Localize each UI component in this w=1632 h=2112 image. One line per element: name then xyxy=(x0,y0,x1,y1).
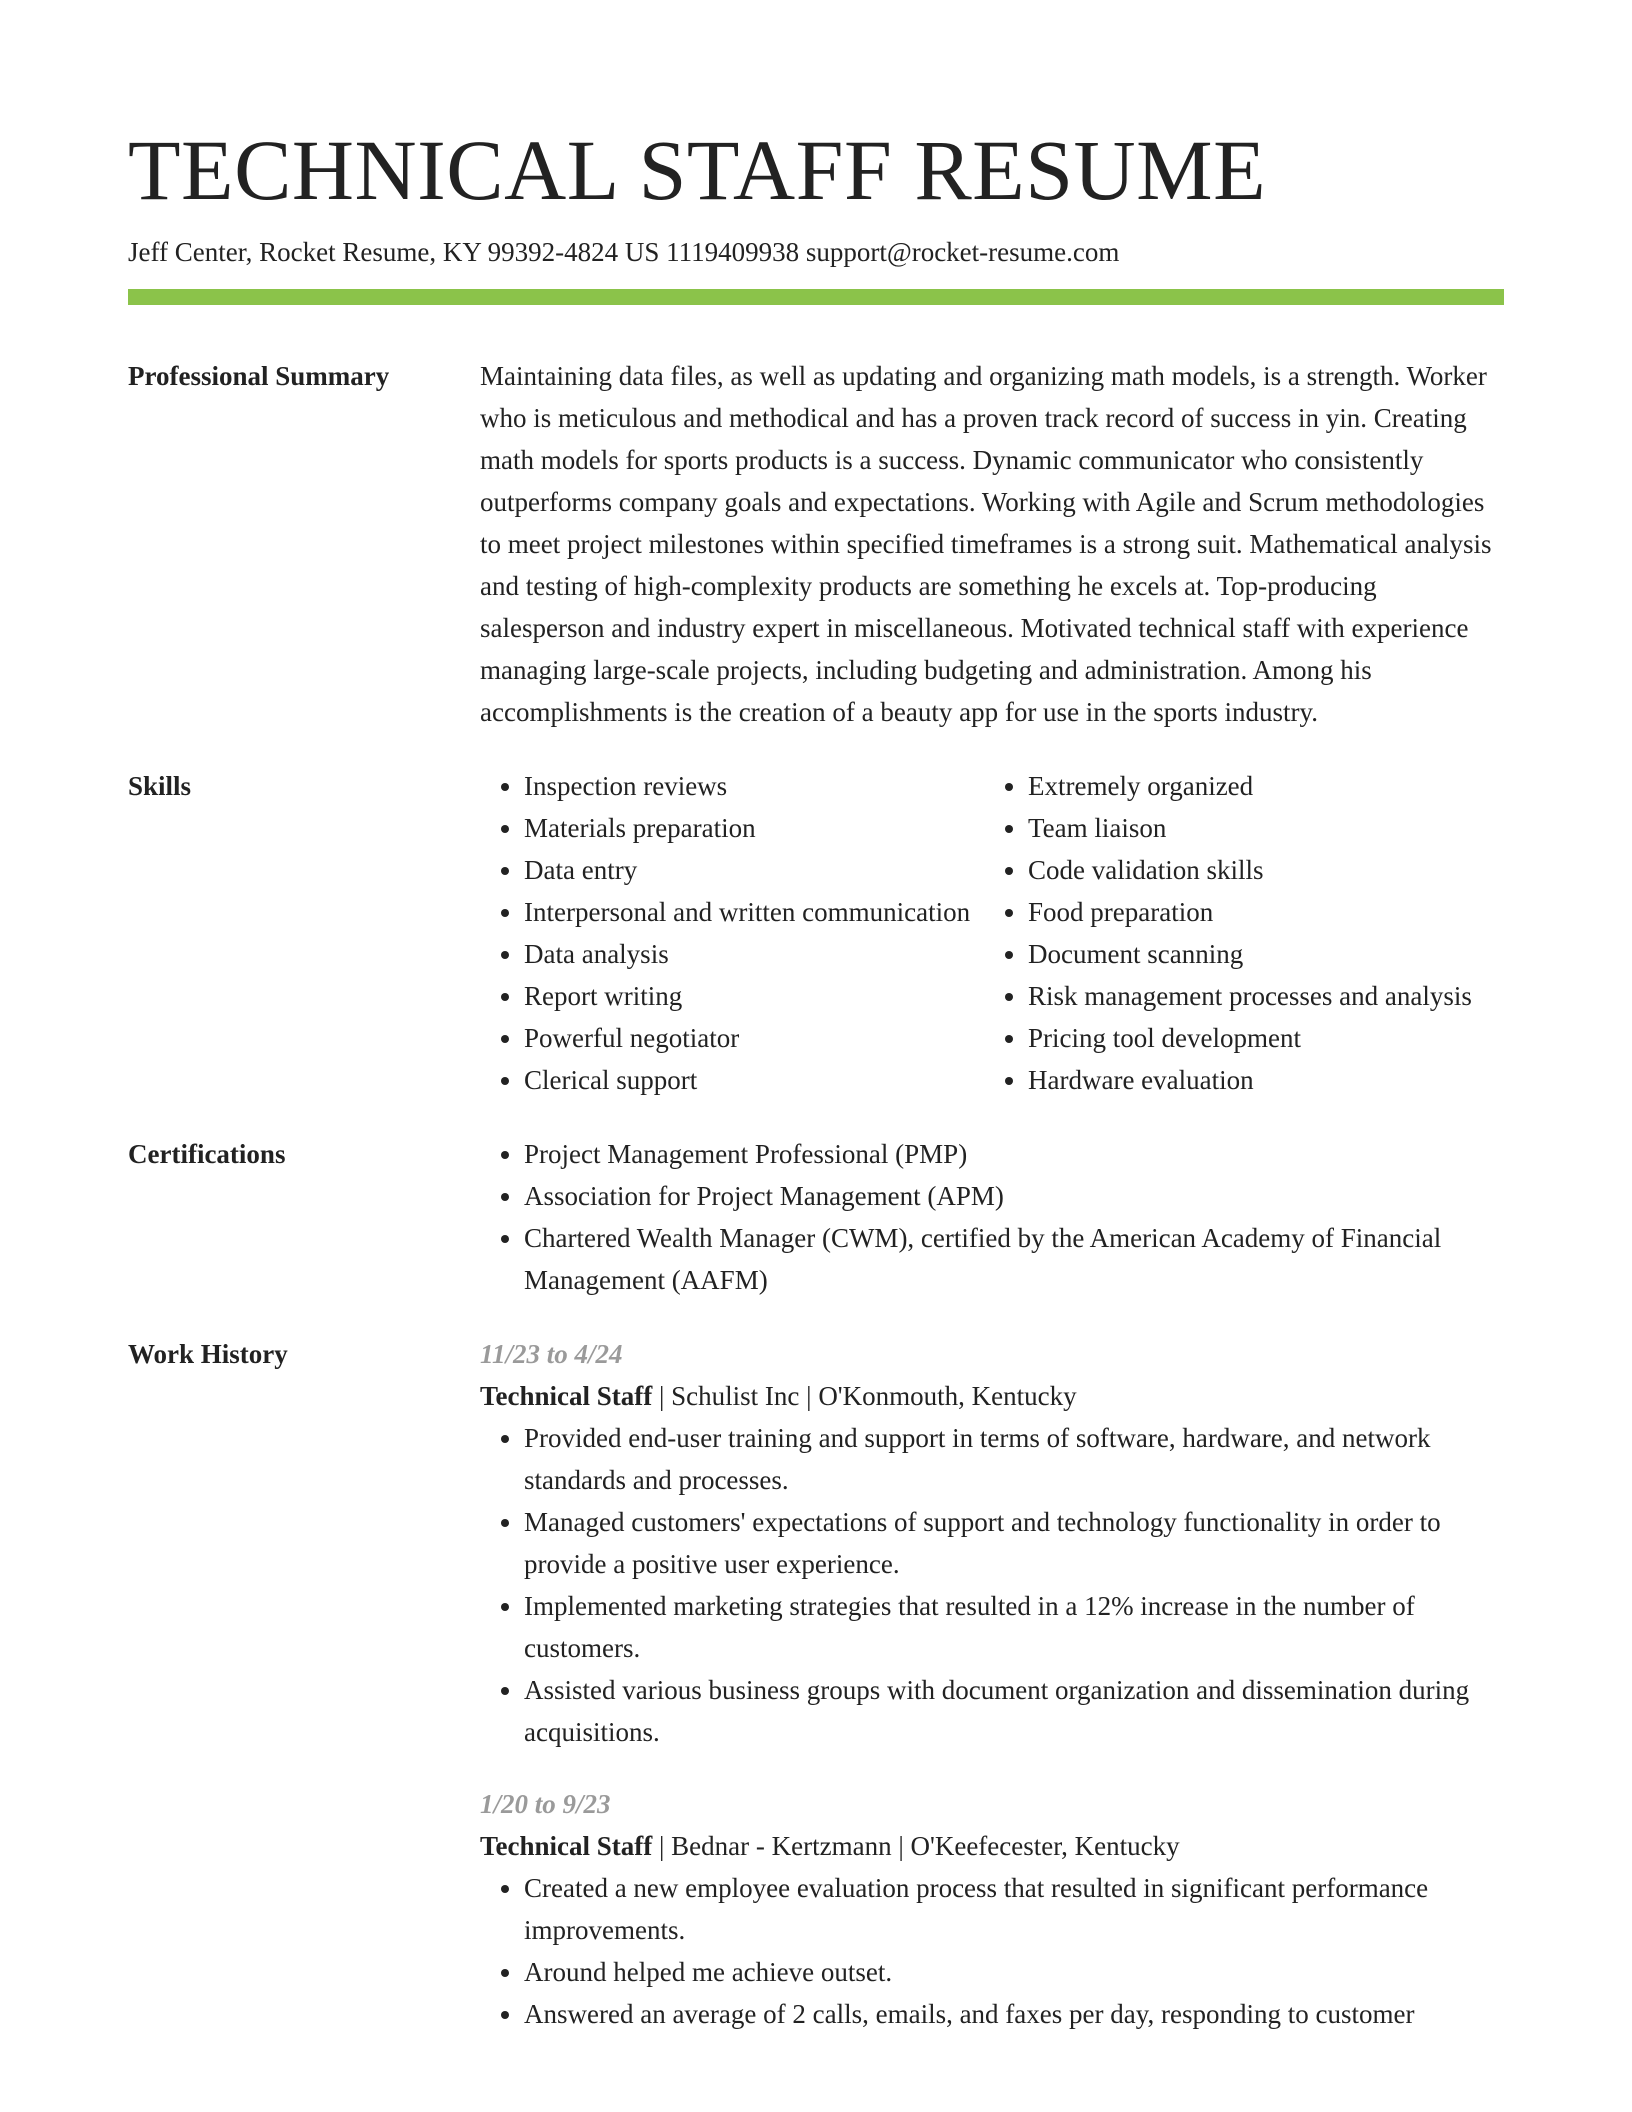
skill-item: • Food preparation xyxy=(1028,891,1488,933)
contact-line: Jeff Center, Rocket Resume, KY 99392-4824 US 1119409938 support@rocket-resume.com xyxy=(128,237,1120,267)
skill-item: • Inspection reviews xyxy=(524,765,984,807)
job-entry xyxy=(480,1783,1504,2035)
job-bullet: • Created a new employee evaluation process that resulted in significant performance improvements. xyxy=(524,1867,1504,1951)
job-heading xyxy=(480,1825,1504,1867)
job-heading xyxy=(480,1375,1504,1417)
job-details: | Schulist Inc | O'Konmouth, Kentucky xyxy=(652,1381,1077,1411)
skills-section xyxy=(128,765,1504,1101)
job-bullet: • Answered an average of 2 calls, emails, and faxes per day, responding to customer xyxy=(524,1993,1504,2035)
job-bullet: • Provided end-user training and support in terms of software, hardware, and network standards and processes. xyxy=(524,1417,1504,1501)
skill-item: • Pricing tool development xyxy=(1028,1017,1488,1059)
job-dates: 11/23 to 4/24 xyxy=(480,1339,623,1369)
summary-section xyxy=(128,355,1504,733)
certification-item: • Chartered Wealth Manager (CWM), certified by the American Academy of Financial Management (AAFM) xyxy=(524,1217,1504,1301)
job-title: Technical Staff xyxy=(480,1831,653,1861)
skills-heading: Skills xyxy=(128,771,192,801)
certifications-section xyxy=(128,1133,1504,1301)
certifications-heading: Certifications xyxy=(128,1139,286,1169)
resume-page xyxy=(128,0,1504,2035)
job-bullet: • Implemented marketing strategies that resulted in a 12% increase in the number of customers. xyxy=(524,1585,1504,1669)
skill-item: • Interpersonal and written communication xyxy=(524,891,984,933)
work-history-section xyxy=(128,1333,1504,2035)
skills-column-left xyxy=(480,765,984,1101)
job-details: | Bednar - Kertzmann | O'Keefecester, Kentucky xyxy=(652,1831,1180,1861)
skill-item: • Hardware evaluation xyxy=(1028,1059,1488,1101)
skill-item: • Materials preparation xyxy=(524,807,984,849)
skill-item: • Powerful negotiator xyxy=(524,1017,984,1059)
job-bullet: • Managed customers' expectations of support and technology functionality in order to provide a positive user experience. xyxy=(524,1501,1504,1585)
certification-item: • Project Management Professional (PMP) xyxy=(524,1133,1504,1175)
skill-item: • Data entry xyxy=(524,849,984,891)
skill-item: • Risk management processes and analysis xyxy=(1028,975,1488,1017)
job-bullet: • Assisted various business groups with document organization and dissemination during acquisitions. xyxy=(524,1669,1504,1753)
skill-item: • Extremely organized xyxy=(1028,765,1488,807)
summary-text: Maintaining data files, as well as updating and organizing math models, is a strength. Worker who is meticulous and methodical and has a proven track record of success in yin. Creating math models for sports products is a success. Dynamic communicator who consistently outperforms company goals and expectations. Working with Agile and Scrum methodologies to meet project milestones within specified timeframes is a strong suit. Mathematical analysis and testing of high-complexity products are something he excels at. Top-producing salesperson and industry expert in miscellaneous. Motivated technical staff with experience managing large-scale projects, including budgeting and administration. Among his accomplishments is the creation of a beauty app for use in the sports industry. xyxy=(480,361,1492,727)
skill-item: • Team liaison xyxy=(1028,807,1488,849)
summary-heading: Professional Summary xyxy=(128,361,390,391)
skill-item: • Report writing xyxy=(524,975,984,1017)
job-bullets xyxy=(480,1417,1504,1753)
skill-item: • Code validation skills xyxy=(1028,849,1488,891)
job-bullets xyxy=(480,1867,1504,2035)
job-bullet: • Around helped me achieve outset. xyxy=(524,1951,1504,1993)
work-history-heading: Work History xyxy=(128,1339,288,1369)
skills-column-right xyxy=(984,765,1488,1101)
skill-item: • Document scanning xyxy=(1028,933,1488,975)
certification-item: • Association for Project Management (APM) xyxy=(524,1175,1504,1217)
job-title: Technical Staff xyxy=(480,1381,653,1411)
job-entry xyxy=(480,1333,1504,1753)
accent-divider xyxy=(128,289,1504,305)
skill-item: • Clerical support xyxy=(524,1059,984,1101)
job-dates: 1/20 to 9/23 xyxy=(480,1789,611,1819)
resume-title: TECHNICAL STAFF RESUME xyxy=(128,122,1267,218)
skill-item: • Data analysis xyxy=(524,933,984,975)
